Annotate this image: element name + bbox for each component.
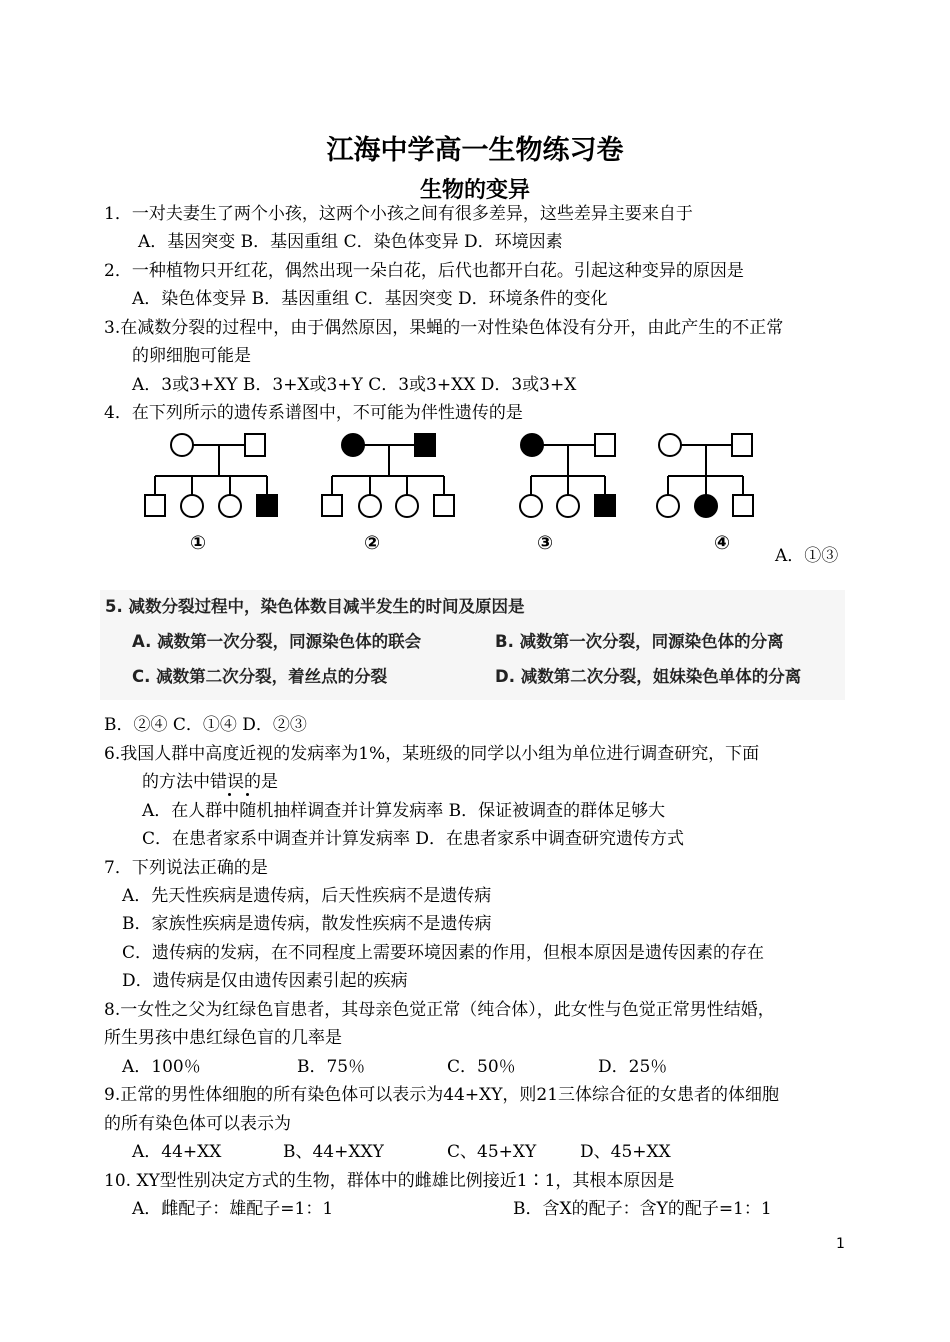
page-subtitle: 生物的变异 — [419, 178, 530, 203]
pedigree-label-3: ③ — [536, 532, 554, 554]
q10-option-b: B．含X的配子：含Y的配子=1：1 — [513, 1199, 772, 1219]
q7-option-a: A．先天性疾病是遗传病，后天性疾病不是遗传病 — [122, 886, 492, 906]
pedigree-label-1: ① — [189, 532, 207, 554]
q10-option-a: A．雌配子：雄配子=1：1 — [132, 1199, 334, 1219]
q9-option-d: D、45+XX — [580, 1142, 671, 1162]
q4-option-a: A．①③ — [775, 546, 839, 566]
q9-stem-line1: 9.正常的男性体细胞的所有染色体可以表示为44+XY，则21三体综合征的女患者的体细胞 — [104, 1085, 780, 1105]
q7-option-b: B．家族性疾病是遗传病，散发性疾病不是遗传病 — [122, 914, 492, 934]
q1-options: A．基因突变 B．基因重组 C．染色体变异 D．环境因素 — [138, 232, 563, 252]
q8-option-c: C．50％ — [447, 1057, 516, 1077]
emphasis-dot — [246, 793, 249, 796]
q9-option-b: B、44+XXY — [283, 1142, 384, 1162]
q3-stem-line1: 3.在减数分裂的过程中，由于偶然原因，果蝇的一对性染色体没有分开，由此产生的不正常 — [104, 318, 784, 338]
q8-stem-line1: 8.一女性之父为红绿色盲患者，其母亲色觉正常（纯合体），此女性与色觉正常男性结婚， — [104, 1000, 775, 1020]
pedigree-label-2: ② — [363, 532, 381, 554]
q9-option-a: A．44+XX — [132, 1142, 222, 1162]
q2-stem: 2．一种植物只开红花，偶然出现一朵白花，后代也都开白花。引起这种变异的原因是 — [104, 261, 744, 281]
pedigree-2 — [322, 434, 454, 517]
q8-option-d: D．25％ — [598, 1057, 668, 1077]
q1-stem: 1．一对夫妻生了两个小孩，这两个小孩之间有很多差异，这些差异主要来自于 — [104, 204, 693, 224]
q7-stem: 7．下列说法正确的是 — [104, 858, 268, 878]
q3-options: A．3或3+XY B．3+X或3+Y C．3或3+XX D．3或3+X — [132, 375, 577, 395]
emphasis-dot — [228, 793, 231, 796]
q5-stem: 5. 减数分裂过程中，染色体数目减半发生的时间及原因是 — [105, 597, 525, 616]
q6-options-cd: C．在患者家系中调查并计算发病率 D．在患者家系中调查研究遗传方式 — [142, 829, 685, 849]
q5-option-c: C. 减数第二次分裂，着丝点的分裂 — [132, 667, 388, 686]
q9-stem-line2: 的所有染色体可以表示为 — [104, 1114, 291, 1134]
pedigree-3 — [520, 434, 615, 517]
q4-options-rest: B．②④ C．①④ D．②③ — [104, 715, 307, 735]
q5-option-a: A. 减数第一次分裂，同源染色体的联会 — [132, 632, 422, 651]
q8-option-b: B．75％ — [297, 1057, 366, 1077]
q5-scanned-block — [100, 590, 845, 700]
q6-stem-line2: 的方法中错误的是 — [142, 772, 278, 792]
q6-stem-line1: 6.我国人群中高度近视的发病率为1%，某班级的同学以小组为单位进行调查研究，下面 — [104, 744, 760, 764]
q10-stem: 10. XY型性别决定方式的生物，群体中的雌雄比例接近1∶1，其根本原因是 — [104, 1171, 675, 1191]
q4-stem: 4．在下列所示的遗传系谱图中，不可能为伴性遗传的是 — [104, 403, 523, 423]
q3-stem-line2: 的卵细胞可能是 — [132, 346, 251, 366]
pedigree-1 — [145, 434, 277, 517]
page-title: 江海中学高一生物练习卷 — [326, 135, 624, 166]
q6-options-ab: A．在人群中随机抽样调查并计算发病率 B．保证被调查的群体足够大 — [142, 801, 666, 821]
q7-option-c: C．遗传病的发病，在不同程度上需要环境因素的作用，但根本原因是遗传因素的存在 — [122, 943, 765, 963]
q5-option-b: B. 减数第一次分裂，同源染色体的分离 — [495, 632, 784, 651]
page-number: 1 — [836, 1236, 845, 1252]
pedigree-4 — [657, 434, 753, 517]
q8-stem-line2: 所生男孩中患红绿色盲的几率是 — [104, 1028, 342, 1048]
q2-options: A．染色体变异 B．基因重组 C．基因突变 D．环境条件的变化 — [132, 289, 608, 309]
q5-option-d: D. 减数第二次分裂，姐妹染色单体的分离 — [495, 667, 802, 686]
q9-option-c: C、45+XY — [447, 1142, 537, 1162]
pedigree-diagrams — [135, 425, 775, 555]
pedigree-label-4: ④ — [713, 532, 731, 554]
q8-option-a: A．100％ — [122, 1057, 201, 1077]
q7-option-d: D．遗传病是仅由遗传因素引起的疾病 — [122, 971, 408, 991]
